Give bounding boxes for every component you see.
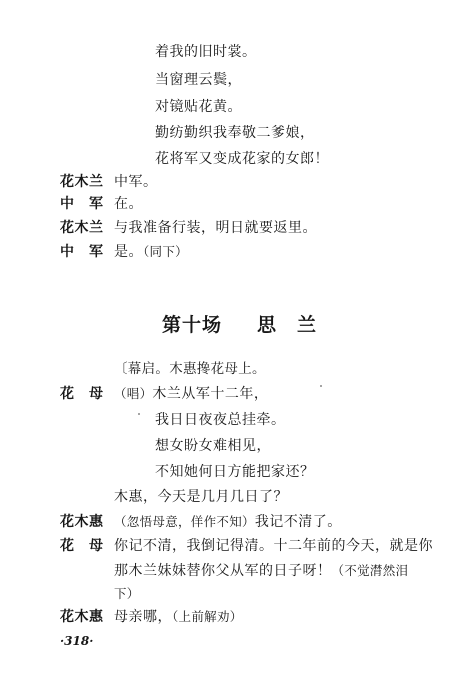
speaker-label: 花 母 — [60, 386, 104, 402]
stage-direction-cont: 下） — [114, 586, 140, 601]
speaker-label: 花木兰 — [60, 174, 104, 190]
speaker-label: 中 军 — [60, 196, 104, 212]
speaker-label: 花木惠 — [60, 514, 104, 530]
stage-direction-open: 〔幕启。木惠搀花母上。 — [114, 361, 266, 377]
stage-direction: （上前解劝） — [172, 609, 243, 624]
dialogue-text: 是。 — [114, 244, 143, 260]
dialogue-line-cont — [114, 561, 408, 581]
verse-line-2: 当窗理云鬓， — [155, 72, 242, 88]
stage-direction: （不觉潸然泪 — [331, 563, 409, 578]
sung-line-1 — [114, 384, 268, 404]
verse-line-4: 勤纺勤织我奉敬二爹娘， — [155, 125, 315, 141]
print-speck — [320, 385, 322, 387]
dialogue-line: 你记不清，我倒记得清。十二年前的今天，就是你 — [114, 538, 433, 554]
page-number: ·318· — [60, 634, 94, 648]
speaker-label: 花 母 — [60, 538, 104, 554]
dialogue-line: 与我准备行装，明日就要返里。 — [114, 220, 317, 236]
dialogue-text: 我记不清了。 — [254, 514, 342, 530]
speaker-label: 花木兰 — [60, 220, 104, 236]
verse-line-1: 着我的旧时裳。 — [155, 44, 257, 60]
dialogue-text: 母亲哪， — [114, 609, 172, 625]
speaker-label: 花木惠 — [60, 609, 104, 625]
dialogue-line: 在。 — [114, 196, 143, 212]
dialogue-line — [114, 242, 188, 262]
dialogue-line — [114, 607, 243, 627]
scene-number: 第十场 — [162, 314, 223, 336]
verse-line-5: 花将军又变成花家的女郎！ — [155, 151, 329, 167]
stage-direction: （同下） — [143, 244, 188, 259]
sung-line-2: 我日日夜夜总挂牵。 — [155, 412, 286, 428]
sung-line-4: 不知她何日方能把家还？ — [155, 464, 315, 480]
stage-direction: （唱） — [114, 386, 153, 401]
print-speck — [138, 413, 140, 415]
stage-direction: （忽悟母意，佯作不知） — [114, 514, 255, 529]
spoken-line: 木惠，今天是几月几日了？ — [114, 489, 288, 505]
dialogue-line — [114, 512, 342, 532]
verse-line-3: 对镜贴花黄。 — [155, 99, 242, 115]
dialogue-text: 那木兰妹妹替你父从军的日子呀！ — [114, 563, 332, 579]
lyric-text: 木兰从军十二年， — [152, 386, 269, 402]
scene-title: 思 兰 — [257, 314, 318, 336]
dialogue-line: 中军。 — [114, 174, 158, 190]
sung-line-3: 想女盼女难相见， — [155, 438, 271, 454]
speaker-label: 中 军 — [60, 244, 104, 260]
